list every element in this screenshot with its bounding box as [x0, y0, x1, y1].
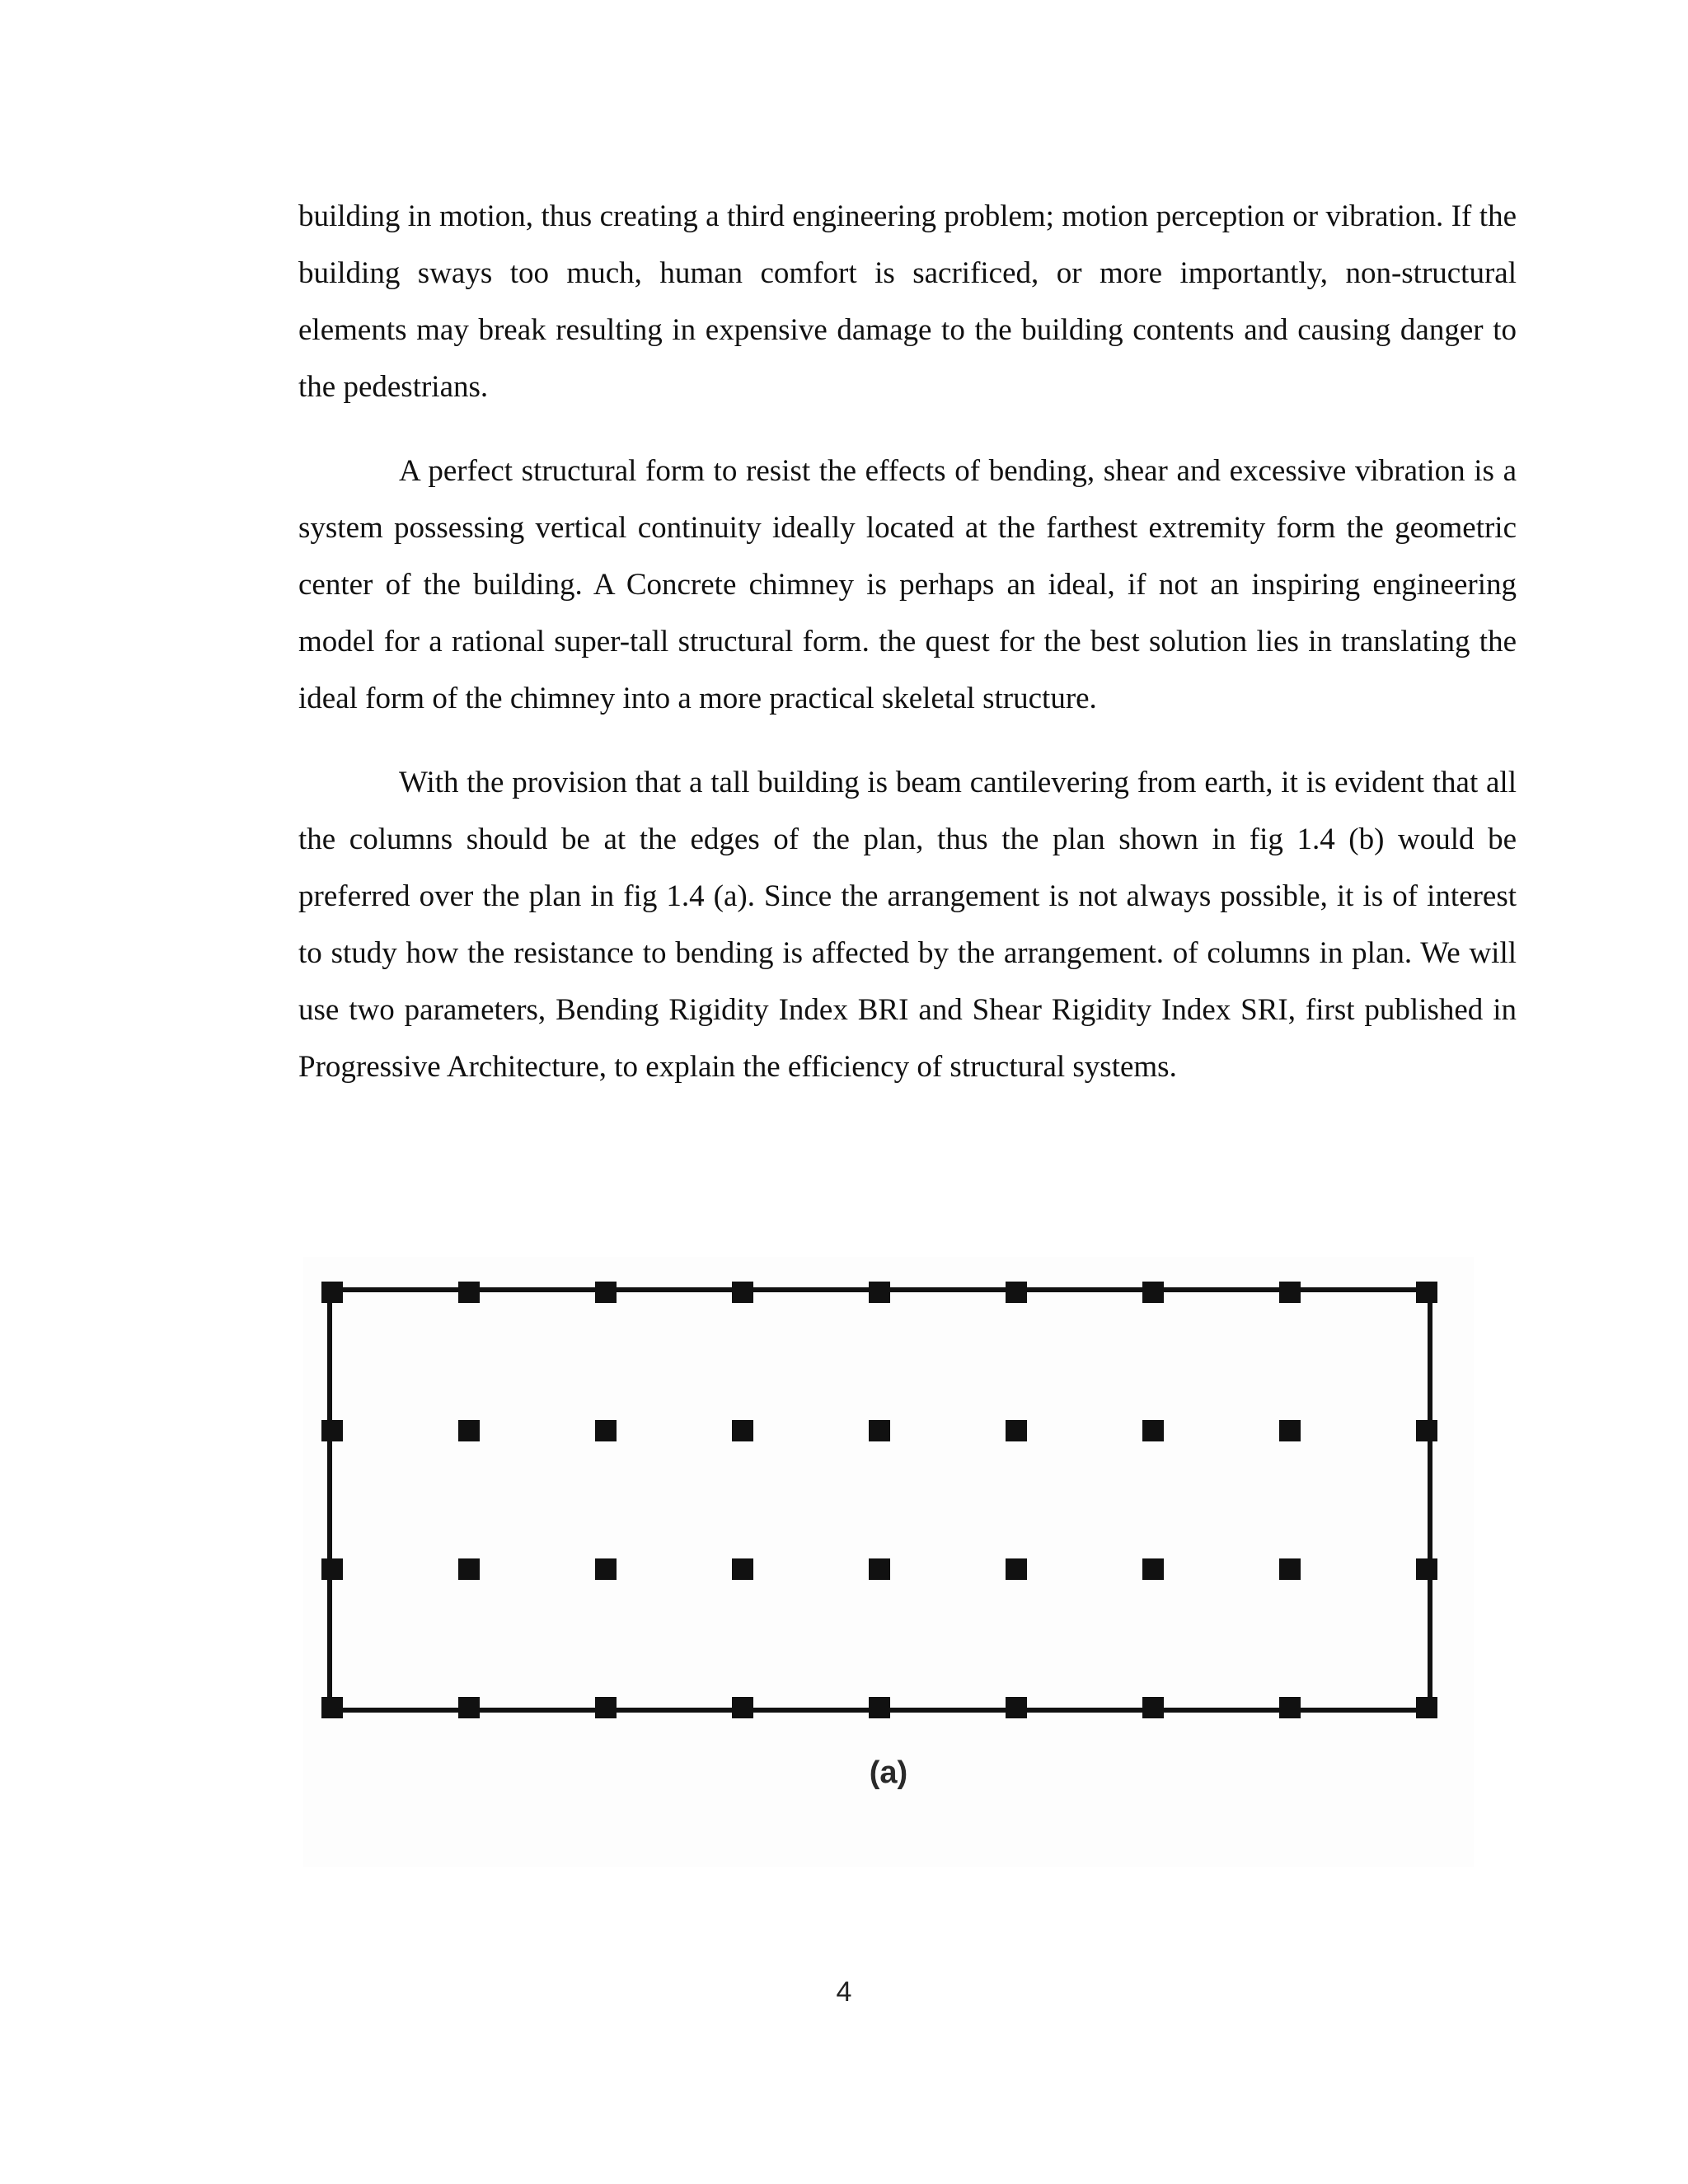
column-marker: [1006, 1282, 1027, 1303]
paragraph-motion-perception: building in motion, thus creating a third engineering problem; motion perception or vibration. If the building sways too much, human comfort is sacrificed, or more importantly, non-structural elements may break resulting in expensive damage to the building contents and causing danger to the pedestrians.: [298, 199, 1517, 404]
floor-plan-diagram: [303, 1257, 1474, 1751]
column-marker: [321, 1420, 343, 1441]
column-marker: [595, 1282, 617, 1303]
column-marker: [1142, 1697, 1164, 1718]
column-marker: [1142, 1420, 1164, 1441]
column-marker: [1006, 1558, 1027, 1580]
figure-label: (a): [869, 1755, 908, 1790]
column-marker: [458, 1558, 480, 1580]
column-marker: [1006, 1420, 1027, 1441]
column-marker: [1142, 1282, 1164, 1303]
page-body: [298, 188, 1517, 1122]
column-marker: [321, 1282, 343, 1303]
page-number: 4: [836, 1976, 852, 2008]
column-marker: [1006, 1697, 1027, 1718]
column-marker: [1416, 1558, 1437, 1580]
column-marker: [869, 1697, 890, 1718]
column-marker: [595, 1697, 617, 1718]
column-marker: [1142, 1558, 1164, 1580]
column-marker: [595, 1558, 617, 1580]
column-marker: [1416, 1697, 1437, 1718]
column-marker: [321, 1697, 343, 1718]
column-marker: [458, 1420, 480, 1441]
column-marker: [458, 1697, 480, 1718]
column-marker: [1416, 1420, 1437, 1441]
floor-plan-figure: [303, 1257, 1474, 1867]
column-marker: [458, 1282, 480, 1303]
paragraph-structural-form: A perfect structural form to resist the effects of bending, shear and excessive vibration is a system possessing vertical continuity ideally located at the farthest extremity form the geometric center of the building. A Concrete chimney is perhaps an ideal, if not an inspiring engineering model for a rational super-tall structural form. the quest for the best solution lies in translating the ideal form of the chimney into a more practical skeletal structure.: [298, 454, 1517, 715]
column-marker: [869, 1558, 890, 1580]
column-marker: [1279, 1697, 1301, 1718]
column-marker: [869, 1420, 890, 1441]
column-markers: [321, 1282, 1437, 1718]
column-marker: [1279, 1420, 1301, 1441]
column-marker: [321, 1558, 343, 1580]
column-marker: [1416, 1282, 1437, 1303]
column-marker: [1279, 1558, 1301, 1580]
plan-outline: [330, 1290, 1430, 1710]
column-marker: [732, 1697, 753, 1718]
paragraph-column-arrangement: With the provision that a tall building is beam cantilevering from earth, it is evident that all the columns should be at the edges of the plan, thus the plan shown in fig 1.4 (b) would be preferred over the plan in fig 1.4 (a). Since the arrangement is not always possible, it is of interest to study how the resistance to bending is affected by the arrangement. of columns in plan. We will use two parameters, Bending Rigidity Index BRI and Shear Rigidity Index SRI, first published in Progressive Architecture, to explain the efficiency of structural systems.: [298, 766, 1517, 1084]
column-marker: [732, 1420, 753, 1441]
column-marker: [732, 1558, 753, 1580]
column-marker: [869, 1282, 890, 1303]
column-marker: [1279, 1282, 1301, 1303]
column-marker: [595, 1420, 617, 1441]
column-marker: [732, 1282, 753, 1303]
